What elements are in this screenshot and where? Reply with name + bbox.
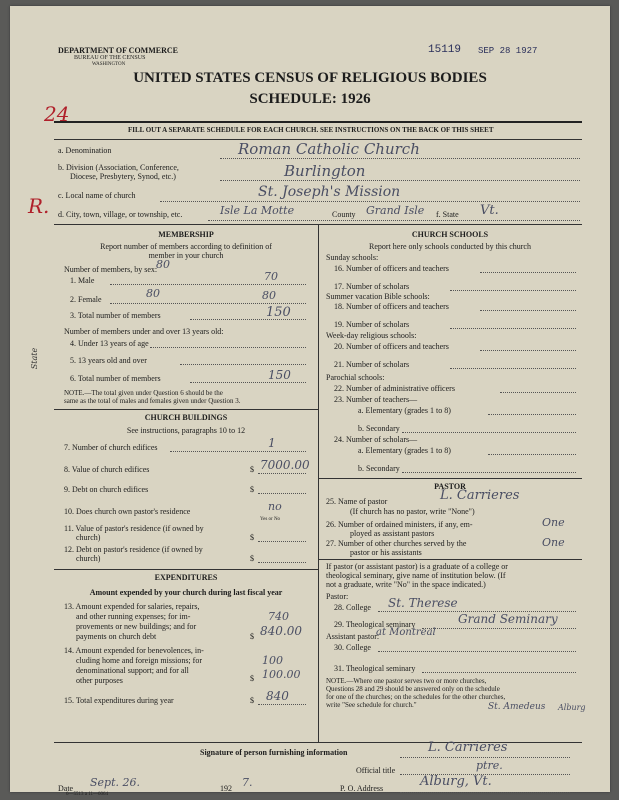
dollar-sign-12: $ (250, 554, 254, 563)
q30-label: 30. College (334, 643, 371, 652)
sunday-schools-label: Sunday schools: (326, 253, 379, 262)
q28-label: 28. College (334, 603, 371, 612)
expend-13-value-a: 740 (268, 610, 289, 623)
residence-debt-label-2: church) (76, 554, 101, 563)
dollar-sign-13: $ (250, 632, 254, 641)
dollar-sign-11: $ (250, 533, 254, 542)
instructions-line: FILL OUT A SEPARATE SCHEDULE FOR EACH CHURCH. SEE INSTRUCTIONS ON THE BACK OF THIS SHEET (128, 126, 494, 134)
date-value: Sept. 26. (90, 776, 140, 789)
received-date-stamp: SEP 28 1927 (478, 46, 538, 56)
expend-14-value-a: 100 (262, 654, 283, 667)
debt-label: 9. Debt on church edifices (64, 485, 149, 494)
expend-14-value-b: 100.00 (262, 668, 301, 681)
signature-value: L. Carrieres (428, 740, 508, 755)
pastor-note: NOTE.—Where one pastor serves two or more churches, Questions 28 and 29 should be answered only on the schedule for one of the churches; on the schedules for the other churches, write "See schedule for church." (326, 677, 506, 709)
date-label: Date (58, 784, 74, 793)
over-13-label: 5. 13 years old and over (70, 356, 147, 365)
denomination-label: a. Denomination (58, 146, 112, 155)
weekday-schools-label: Week-day religious schools: (326, 331, 417, 340)
q16-label: 16. Number of officers and teachers (334, 264, 449, 273)
expend-13-value-b: 840.00 (260, 624, 302, 638)
total-members-6-label: 6. Total number of members (70, 374, 161, 383)
total-members-label: 3. Total number of members (70, 311, 161, 320)
expend-15-value: 840 (266, 689, 289, 703)
residence-debt-label: 12. Debt on pastor's residence (if owned by (64, 545, 203, 554)
parochial-schools-label: Parochial schools: (326, 373, 385, 382)
dollar-sign-14: $ (250, 674, 254, 683)
q23-label: 23. Number of teachers— (334, 395, 418, 404)
red-annotation-r: R. (28, 194, 50, 218)
address-value: Alburg, Vt. (420, 774, 492, 789)
official-title-label: Official title (356, 766, 396, 775)
q23a-label: a. Elementary (grades 1 to 8) (358, 406, 451, 415)
church-ref-value: Alburg (558, 703, 586, 712)
form-title: UNITED STATES CENSUS OF RELIGIOUS BODIES (133, 70, 487, 86)
division-value: Burlington (284, 162, 366, 180)
members-by-sex-value: 80 (156, 258, 170, 271)
membership-note-1: NOTE.—The total given under Question 6 should be the (64, 389, 223, 397)
total-members-6-value: 150 (268, 368, 291, 382)
residence-label: 10. Does church own pastor's residence (64, 507, 191, 516)
expend-13-label: 13. Amount expended for salaries, repairs, and other running expenses; for im- provements or new buildings; and for payments on church debt (64, 602, 200, 641)
form-subtitle: SCHEDULE: 1926 (249, 91, 371, 107)
schedule-ref-value: St. Amedeus (488, 702, 546, 712)
location-label: WASHINGTON (92, 62, 126, 67)
residence-value-label-2: church) (76, 533, 101, 542)
county-label: County (332, 210, 356, 219)
q26-label: 26. Number of ordained ministers, if any, em- ployed as assistant pastors (326, 520, 473, 538)
pastor-heading: PASTOR (434, 482, 466, 491)
seminary-value: Grand Seminary (458, 612, 558, 626)
expend-15-label: 15. Total expenditures during year (64, 696, 174, 705)
buildings-instruction: See instructions, paragraphs 10 to 12 (126, 426, 246, 435)
county-value: Grand Isle (366, 204, 425, 217)
q19-label: 19. Number of scholars (334, 320, 410, 329)
buildings-heading: CHURCH BUILDINGS (144, 413, 228, 422)
division-label: b. Division (Association, Conference, (58, 163, 179, 172)
membership-instruction-2: member in your church (148, 251, 224, 260)
edifices-value-label: 8. Value of church edifices (64, 465, 150, 474)
q25-label: 25. Name of pastor (326, 497, 388, 506)
yes-or-no-label: Yes or No (260, 517, 281, 522)
members-by-sex-label: Number of members, by sex: (64, 265, 158, 274)
pastor-sub-label: Pastor: (326, 592, 349, 601)
residence-value: no (268, 500, 282, 513)
edifices-label: 7. Number of church edifices (64, 443, 158, 452)
dollar-sign-9: $ (250, 485, 254, 494)
male-label: 1. Male (70, 276, 95, 285)
q24a-label: a. Elementary (grades 1 to 8) (358, 446, 451, 455)
female-value: 80 (262, 289, 276, 302)
female-est-value: 80 (146, 287, 160, 300)
college-value: St. Therese (388, 596, 458, 610)
under-13-label: 4. Under 13 years of age (70, 339, 149, 348)
dollar-sign-15: $ (250, 696, 254, 705)
college-instruction: If pastor (or assistant pastor) is a graduate of a college or theological seminary, give name of institution below. (If not a graduate, write "No" in the space indicated.) (326, 562, 508, 589)
q20-label: 20. Number of officers and teachers (334, 342, 449, 351)
q18-label: 18. Number of officers and teachers (334, 302, 449, 311)
signature-label: Signature of person furnishing information (200, 748, 348, 757)
q24-label: 24. Number of scholars— (334, 435, 418, 444)
male-value: 70 (264, 270, 278, 283)
dollar-sign-8: $ (250, 465, 254, 474)
city-label: d. City, town, village, or township, etc. (58, 210, 183, 219)
state-label: f. State (436, 210, 459, 219)
form-number: 15119 (428, 44, 462, 56)
age-label: Number of members under and over 13 years old: (64, 327, 224, 336)
q23b-label: b. Secondary (358, 424, 400, 433)
q24b-label: b. Secondary (358, 464, 400, 473)
denomination-value: Roman Catholic Church (238, 140, 420, 158)
residence-value-label: 11. Value of pastor's residence (if owned by (64, 524, 204, 533)
q29-label: 29. Theological seminary (334, 620, 416, 629)
q27-label: 27. Number of other churches served by the pastor or his assistants (326, 539, 467, 557)
q31-label: 31. Theological seminary (334, 664, 416, 673)
q21-label: 21. Number of scholars (334, 360, 410, 369)
edifices-value: 1 (268, 436, 276, 450)
margin-pencil-mark: State (30, 347, 40, 370)
membership-note-2: same as the total of males and females given under Question 3. (64, 397, 241, 405)
year-value: 7. (242, 776, 253, 789)
expenditures-instruction: Amount expended by your church during last fiscal year (89, 588, 283, 597)
division-label-2: Diocese, Presbytery, Synod, etc.) (70, 172, 176, 181)
expenditures-heading: EXPENDITURES (154, 573, 218, 582)
bureau-label: BUREAU OF THE CENSUS (74, 55, 146, 61)
local-name-value: St. Joseph's Mission (258, 184, 401, 200)
membership-heading: MEMBERSHIP (158, 230, 214, 239)
year-label: 192 (220, 784, 232, 793)
q22-label: 22. Number of administrative officers (334, 384, 455, 393)
print-code: 6—5513 a 11—6064 (66, 792, 109, 797)
q17-label: 17. Number of scholars (334, 282, 410, 291)
female-label: 2. Female (70, 295, 102, 304)
membership-instruction-1: Report number of members according to definition of (100, 242, 272, 251)
state-value: Vt. (480, 203, 499, 218)
summer-schools-label: Summer vacation Bible schools: (326, 292, 430, 301)
schools-heading: CHURCH SCHOOLS (411, 230, 489, 239)
local-name-label: c. Local name of church (58, 191, 136, 200)
q26-value: One (542, 516, 565, 529)
q25-note: (If church has no pastor, write "None") (350, 507, 475, 516)
census-form (10, 6, 610, 797)
assistant-pastor-label: Assistant pastor: (326, 632, 380, 641)
schools-instruction: Report here only schools conducted by this church (369, 242, 531, 251)
total-members-value: 150 (266, 305, 291, 320)
q27-value: One (542, 536, 565, 549)
pastor-name-value: L. Carrieres (440, 488, 520, 503)
red-annotation-24: 24 (44, 102, 70, 126)
assistant-pastor-value: at Montreal (376, 627, 436, 638)
city-value: Isle La Motte (220, 204, 295, 217)
edifices-value-value: 7000.00 (260, 458, 310, 472)
expend-14-label: 14. Amount expended for benevolences, in- cluding home and foreign missions; for denominational support; and for all other purposes (64, 646, 204, 685)
address-label: P. O. Address (340, 784, 384, 793)
official-title-value: ptre. (476, 759, 503, 772)
department-label: DEPARTMENT OF COMMERCE (58, 46, 179, 55)
